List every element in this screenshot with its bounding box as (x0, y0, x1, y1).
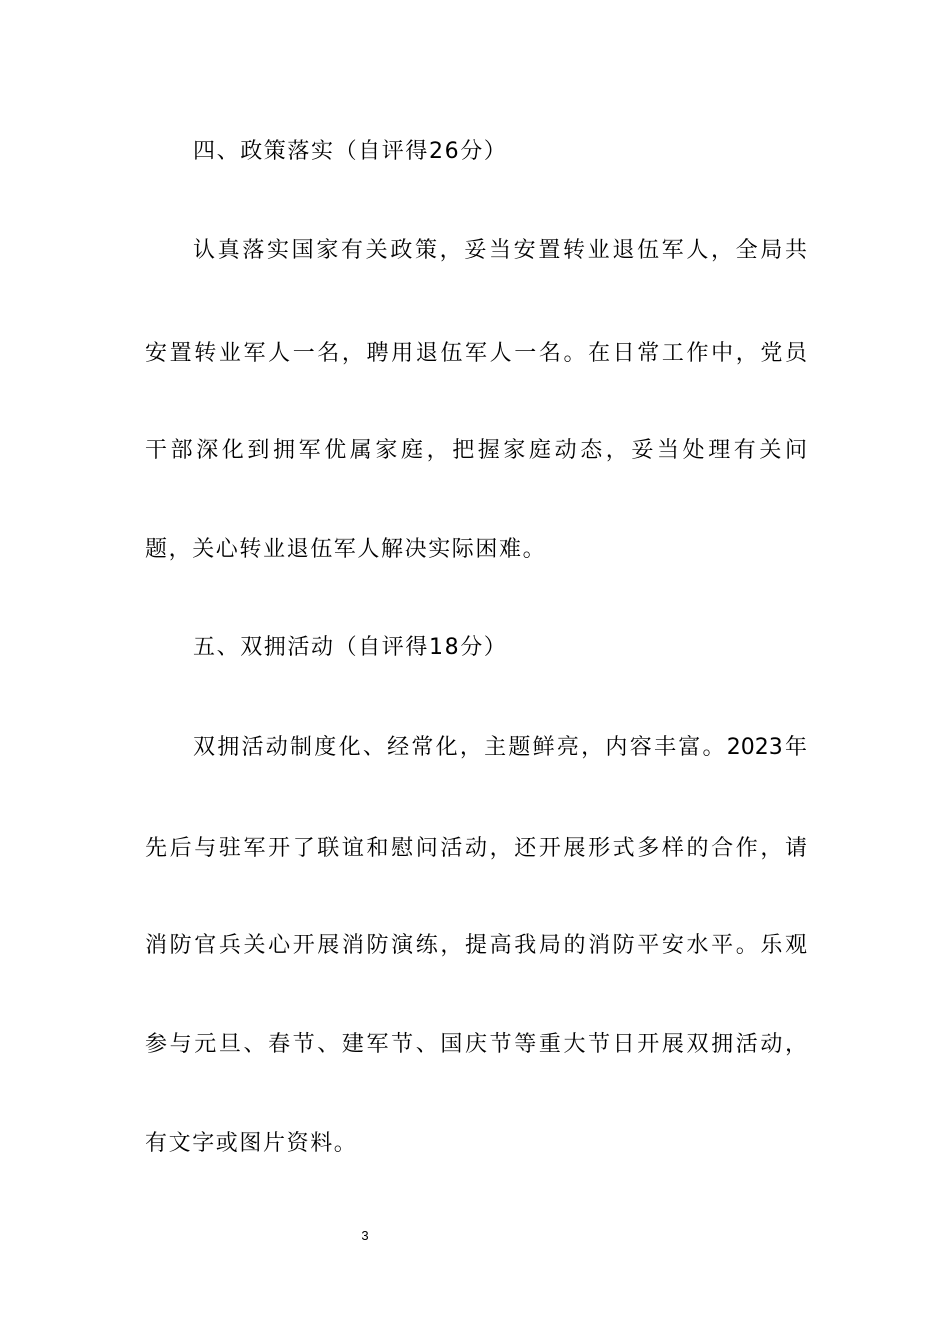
paragraph-line: 双拥活动制度化、经常化，主题鲜亮，内容丰富。2023年 (193, 735, 807, 760)
section-heading-policy: 四、政策落实（自评得26分） (193, 139, 508, 164)
paragraph-line: 参与元旦、春节、建军节、国庆节等重大节日开展双拥活动， (145, 1032, 807, 1057)
paragraph-line: 安置转业军人一名，聘用退伍军人一名。在日常工作中，党员 (145, 341, 807, 366)
paragraph-line: 有文字或图片资料。 (145, 1131, 358, 1156)
paragraph-line: 干部深化到拥军优属家庭，把握家庭动态，妥当处理有关问 (145, 438, 807, 463)
paragraph-line: 先后与驻军开了联谊和慰问活动，还开展形式多样的合作，请 (145, 836, 807, 861)
page-number: 3 (361, 1228, 369, 1243)
paragraph-line: 消防官兵关心开展消防演练，提高我局的消防平安水平。乐观 (145, 933, 807, 958)
section-heading-activities: 五、双拥活动（自评得18分） (193, 635, 508, 660)
paragraph-line: 认真落实国家有关政策，妥当安置转业退伍军人，全局共 (193, 238, 807, 263)
paragraph-line: 题，关心转业退伍军人解决实际困难。 (145, 537, 547, 562)
